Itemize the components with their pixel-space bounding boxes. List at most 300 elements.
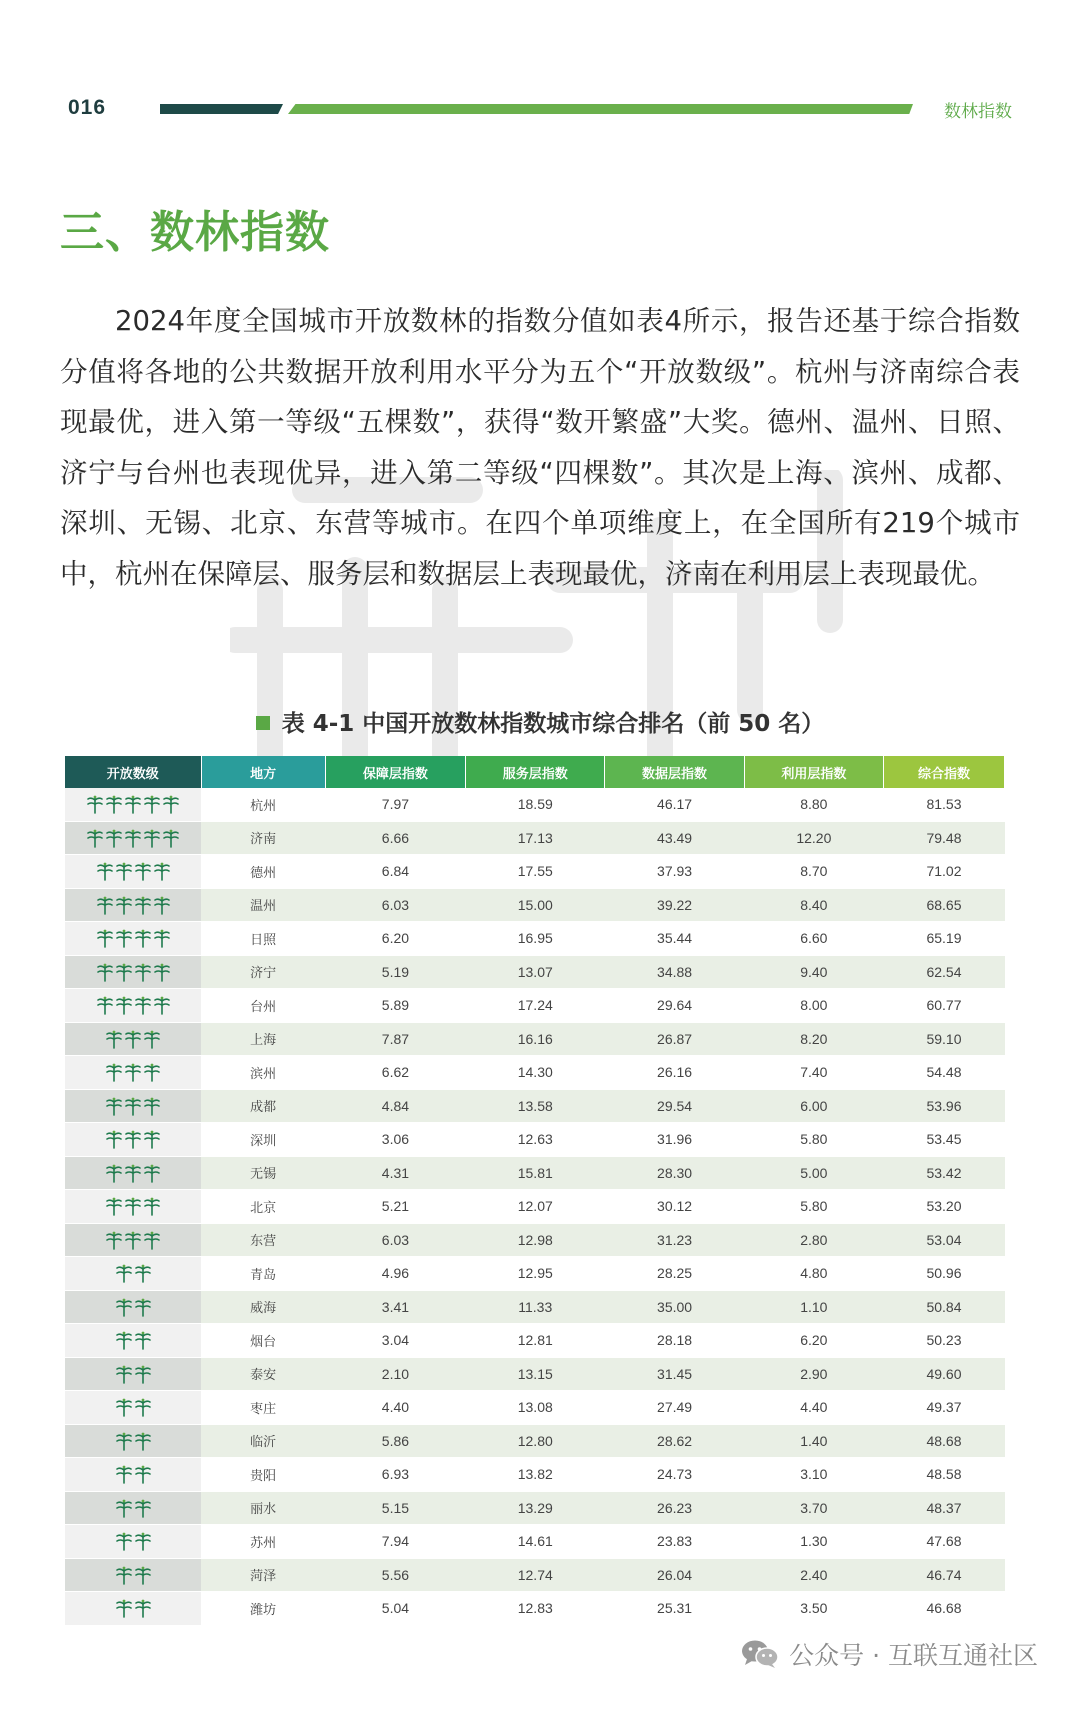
composite-index-cell: 49.60 [884,1357,1005,1391]
sapling-icon [105,1062,123,1082]
header-bar-green [288,104,913,114]
data-index-cell: 43.49 [605,821,744,855]
sapling-icon [134,928,152,948]
tree-rating [105,1129,161,1149]
city-cell: 上海 [201,1022,325,1056]
open-level-cell [65,955,201,989]
sapling-icon [96,895,114,915]
sapling-icon [105,828,123,848]
composite-index-cell: 50.84 [884,1290,1005,1324]
city-cell: 临沂 [201,1424,325,1458]
sapling-icon [105,1096,123,1116]
city-cell: 贵阳 [201,1458,325,1492]
sapling-icon [162,828,180,848]
service-index-cell: 12.74 [466,1558,605,1592]
table-row [65,888,1005,922]
usage-index-cell: 5.80 [744,1190,883,1224]
sapling-icon [115,995,133,1015]
service-index-cell: 17.24 [466,989,605,1023]
sapling-icon [153,928,171,948]
table-row [65,1089,1005,1123]
guarantee-index-cell: 7.87 [325,1022,465,1056]
guarantee-index-cell: 6.66 [325,821,465,855]
sapling-icon [143,1163,161,1183]
composite-index-cell: 48.58 [884,1458,1005,1492]
table-row [65,1592,1005,1626]
city-cell: 深圳 [201,1123,325,1157]
sapling-icon [143,1129,161,1149]
city-cell: 枣庄 [201,1391,325,1425]
usage-index-cell: 2.80 [744,1223,883,1257]
service-index-cell: 14.61 [466,1525,605,1559]
city-cell: 东营 [201,1223,325,1257]
tree-rating [115,1464,152,1484]
sapling-icon [134,1297,152,1317]
guarantee-index-cell: 5.89 [325,989,465,1023]
header-bar-dark [160,104,283,114]
tree-rating [115,1364,152,1384]
open-level-cell [65,1190,201,1224]
guarantee-index-cell: 5.04 [325,1592,465,1626]
city-cell: 泰安 [201,1357,325,1391]
table-row [65,1424,1005,1458]
sapling-icon [134,1498,152,1518]
composite-index-cell: 46.74 [884,1558,1005,1592]
sapling-icon [134,895,152,915]
city-cell: 日照 [201,922,325,956]
tree-rating [105,1230,161,1250]
sapling-icon [134,1464,152,1484]
city-cell: 菏泽 [201,1558,325,1592]
sapling-icon [143,1029,161,1049]
service-index-cell: 11.33 [466,1290,605,1324]
data-index-cell: 39.22 [605,888,744,922]
data-index-cell: 31.96 [605,1123,744,1157]
composite-index-cell: 71.02 [884,855,1005,889]
tree-rating [115,1565,152,1585]
sapling-icon [105,794,123,814]
table-row [65,1257,1005,1291]
usage-index-cell: 4.80 [744,1257,883,1291]
sapling-icon [134,1531,152,1551]
city-cell: 北京 [201,1190,325,1224]
usage-index-cell: 1.40 [744,1424,883,1458]
data-index-cell: 26.23 [605,1491,744,1525]
table-row [65,1357,1005,1391]
table-row [65,821,1005,855]
table-caption [0,705,1080,738]
tree-rating [105,1163,161,1183]
service-index-cell: 14.30 [466,1056,605,1090]
composite-index-cell: 46.68 [884,1592,1005,1626]
service-index-cell: 13.15 [466,1357,605,1391]
sapling-icon [134,1565,152,1585]
table-row [65,1022,1005,1056]
composite-index-cell: 53.96 [884,1089,1005,1123]
sapling-icon [105,1163,123,1183]
tree-rating [115,1431,152,1451]
sapling-icon [134,995,152,1015]
guarantee-index-cell: 5.15 [325,1491,465,1525]
table-row [65,1458,1005,1492]
sapling-icon [115,1598,133,1618]
data-index-cell: 31.23 [605,1223,744,1257]
service-index-cell: 15.81 [466,1156,605,1190]
sapling-icon [153,962,171,982]
city-cell: 烟台 [201,1324,325,1358]
sapling-icon [134,1330,152,1350]
data-index-cell: 28.25 [605,1257,744,1291]
sapling-icon [124,1029,142,1049]
data-index-cell: 26.04 [605,1558,744,1592]
guarantee-index-cell: 4.96 [325,1257,465,1291]
table-row [65,1558,1005,1592]
usage-index-cell: 3.50 [744,1592,883,1626]
service-index-cell: 13.82 [466,1458,605,1492]
open-level-cell [65,1525,201,1559]
tree-rating [105,1029,161,1049]
table-row [65,989,1005,1023]
usage-index-cell: 1.30 [744,1525,883,1559]
table-row [65,1190,1005,1224]
service-index-cell: 13.58 [466,1089,605,1123]
city-cell: 威海 [201,1290,325,1324]
header-data-index: 数据层指数 [605,756,744,788]
tree-rating [115,1397,152,1417]
sapling-icon [134,1397,152,1417]
city-cell: 温州 [201,888,325,922]
composite-index-cell: 68.65 [884,888,1005,922]
sapling-icon [143,1196,161,1216]
composite-index-cell: 65.19 [884,922,1005,956]
composite-index-cell: 62.54 [884,955,1005,989]
sapling-icon [153,995,171,1015]
usage-index-cell: 2.40 [744,1558,883,1592]
sapling-icon [143,1062,161,1082]
service-index-cell: 12.07 [466,1190,605,1224]
composite-index-cell: 48.68 [884,1424,1005,1458]
open-level-cell [65,1089,201,1123]
tree-rating [86,794,180,814]
usage-index-cell: 3.70 [744,1491,883,1525]
sapling-icon [115,895,133,915]
composite-index-cell: 53.42 [884,1156,1005,1190]
guarantee-index-cell: 6.03 [325,1223,465,1257]
data-index-cell: 28.62 [605,1424,744,1458]
composite-index-cell: 59.10 [884,1022,1005,1056]
open-level-cell [65,855,201,889]
city-cell: 无锡 [201,1156,325,1190]
sapling-icon [134,1364,152,1384]
table-row [65,1123,1005,1157]
composite-index-cell: 53.20 [884,1190,1005,1224]
open-level-cell [65,1056,201,1090]
sapling-icon [153,861,171,881]
sapling-icon [134,1431,152,1451]
sapling-icon [134,1263,152,1283]
service-index-cell: 12.83 [466,1592,605,1626]
tree-rating [115,1330,152,1350]
guarantee-index-cell: 2.10 [325,1357,465,1391]
data-index-cell: 27.49 [605,1391,744,1425]
sapling-icon [105,1196,123,1216]
guarantee-index-cell: 6.20 [325,922,465,956]
composite-index-cell: 60.77 [884,989,1005,1023]
usage-index-cell: 8.70 [744,855,883,889]
sapling-icon [115,1464,133,1484]
service-index-cell: 16.16 [466,1022,605,1056]
data-index-cell: 23.83 [605,1525,744,1559]
composite-index-cell: 54.48 [884,1056,1005,1090]
body-paragraph: 2024年度全国城市开放数林的指数分值如表4所示，报告还基于综合指数分值将各地的公共数据开放利用水平分为五个“开放数级”。杭州与济南综合表现最优，进入第一等级“五棵数”，获得“数开繁盛”大奖。德州、温州、日照、济宁与台州也表现优异，进入第二等级“四棵数”。其次是上海、滨州、成都、深圳、无锡、北京、东营等城市。在四个单项维度上，在全国所有219个城市中，杭州在保障层、服务层和数据层上表现最优，济南在利用层上表现最优。 [60,305,1020,590]
usage-index-cell: 2.90 [744,1357,883,1391]
sapling-icon [143,794,161,814]
composite-index-cell: 48.37 [884,1491,1005,1525]
data-index-cell: 26.16 [605,1056,744,1090]
data-index-cell: 34.88 [605,955,744,989]
service-index-cell: 17.13 [466,821,605,855]
city-cell: 杭州 [201,788,325,821]
table-row [65,1324,1005,1358]
sapling-icon [115,928,133,948]
tree-rating [96,861,171,881]
header-city: 地方 [201,756,325,788]
open-level-cell [65,821,201,855]
sapling-icon [86,828,104,848]
guarantee-index-cell: 5.21 [325,1190,465,1224]
city-cell: 滨州 [201,1056,325,1090]
usage-index-cell: 8.20 [744,1022,883,1056]
city-cell: 济南 [201,821,325,855]
sapling-icon [124,1230,142,1250]
guarantee-index-cell: 5.86 [325,1424,465,1458]
tree-rating [86,828,180,848]
data-index-cell: 35.00 [605,1290,744,1324]
data-index-cell: 26.87 [605,1022,744,1056]
data-index-cell: 31.45 [605,1357,744,1391]
sapling-icon [153,895,171,915]
usage-index-cell: 6.20 [744,1324,883,1358]
table-row [65,1391,1005,1425]
table-caption-text: 表 4-1 中国开放数林指数城市综合排名（前 50 名） [281,711,825,737]
guarantee-index-cell: 6.03 [325,888,465,922]
data-index-cell: 37.93 [605,855,744,889]
city-cell: 台州 [201,989,325,1023]
sapling-icon [134,1598,152,1618]
sapling-icon [124,828,142,848]
tree-rating [115,1531,152,1551]
table-row [65,922,1005,956]
composite-index-cell: 49.37 [884,1391,1005,1425]
table-row [65,955,1005,989]
tree-rating [96,928,171,948]
wechat-icon [741,1639,779,1669]
tree-rating [105,1096,161,1116]
header-open-level: 开放数级 [65,756,201,788]
guarantee-index-cell: 7.94 [325,1525,465,1559]
city-cell: 潍坊 [201,1592,325,1626]
usage-index-cell: 4.40 [744,1391,883,1425]
sapling-icon [96,928,114,948]
table-header-row [65,756,1005,788]
sapling-icon [105,1230,123,1250]
usage-index-cell: 8.40 [744,888,883,922]
sapling-icon [124,1129,142,1149]
service-index-cell: 13.07 [466,955,605,989]
data-index-cell: 35.44 [605,922,744,956]
sapling-icon [124,1062,142,1082]
data-index-cell: 46.17 [605,788,744,821]
tree-rating [105,1062,161,1082]
running-header-title: 数林指数 [944,102,1012,122]
guarantee-index-cell: 6.62 [325,1056,465,1090]
footer-watermark-text: 公众号 · 互联互通社区 [789,1641,1038,1670]
open-level-cell [65,989,201,1023]
sapling-icon [124,1163,142,1183]
tree-rating [115,1598,152,1618]
header-guarantee-index: 保障层指数 [325,756,465,788]
sapling-icon [115,1263,133,1283]
open-level-cell [65,1290,201,1324]
ranking-table [65,756,1005,1626]
guarantee-index-cell: 3.41 [325,1290,465,1324]
data-index-cell: 24.73 [605,1458,744,1492]
city-cell: 济宁 [201,955,325,989]
footer-watermark [741,1636,1038,1672]
tree-rating [105,1196,161,1216]
open-level-cell [65,888,201,922]
usage-index-cell: 8.80 [744,788,883,821]
open-level-cell [65,1324,201,1358]
guarantee-index-cell: 5.19 [325,955,465,989]
sapling-icon [143,1096,161,1116]
composite-index-cell: 81.53 [884,788,1005,821]
usage-index-cell: 1.10 [744,1290,883,1324]
tree-rating [115,1498,152,1518]
table-row [65,1525,1005,1559]
open-level-cell [65,1022,201,1056]
sapling-icon [105,1129,123,1149]
usage-index-cell: 9.40 [744,955,883,989]
city-cell: 丽水 [201,1491,325,1525]
tree-rating [96,995,171,1015]
page-number: 016 [68,96,107,119]
service-index-cell: 18.59 [466,788,605,821]
usage-index-cell: 12.20 [744,821,883,855]
service-index-cell: 12.95 [466,1257,605,1291]
guarantee-index-cell: 6.93 [325,1458,465,1492]
usage-index-cell: 7.40 [744,1056,883,1090]
service-index-cell: 12.98 [466,1223,605,1257]
service-index-cell: 16.95 [466,922,605,956]
sapling-icon [124,1196,142,1216]
tree-rating [96,895,171,915]
sapling-icon [143,828,161,848]
city-cell: 德州 [201,855,325,889]
composite-index-cell: 47.68 [884,1525,1005,1559]
caption-square-icon [256,716,270,730]
sapling-icon [162,794,180,814]
guarantee-index-cell: 4.84 [325,1089,465,1123]
table-row [65,1156,1005,1190]
data-index-cell: 29.54 [605,1089,744,1123]
service-index-cell: 12.63 [466,1123,605,1157]
sapling-icon [96,995,114,1015]
usage-index-cell: 5.00 [744,1156,883,1190]
sapling-icon [143,1230,161,1250]
open-level-cell [65,1592,201,1626]
open-level-cell [65,1558,201,1592]
service-index-cell: 13.08 [466,1391,605,1425]
usage-index-cell: 3.10 [744,1458,883,1492]
sapling-icon [115,1297,133,1317]
section-title: 三、数林指数 [60,207,330,258]
table-row [65,1491,1005,1525]
service-index-cell: 15.00 [466,888,605,922]
composite-index-cell: 50.23 [884,1324,1005,1358]
open-level-cell [65,922,201,956]
usage-index-cell: 6.00 [744,1089,883,1123]
data-index-cell: 28.30 [605,1156,744,1190]
sapling-icon [124,1096,142,1116]
usage-index-cell: 6.60 [744,922,883,956]
guarantee-index-cell: 4.40 [325,1391,465,1425]
tree-rating [96,962,171,982]
data-index-cell: 28.18 [605,1324,744,1358]
composite-index-cell: 53.45 [884,1123,1005,1157]
table-row [65,1290,1005,1324]
composite-index-cell: 79.48 [884,821,1005,855]
open-level-cell [65,1257,201,1291]
guarantee-index-cell: 5.56 [325,1558,465,1592]
city-cell: 苏州 [201,1525,325,1559]
header-composite-index: 综合指数 [884,756,1005,788]
guarantee-index-cell: 6.84 [325,855,465,889]
sapling-icon [86,794,104,814]
sapling-icon [115,1330,133,1350]
open-level-cell [65,1357,201,1391]
service-index-cell: 17.55 [466,855,605,889]
table-body [65,788,1005,1625]
sapling-icon [96,861,114,881]
sapling-icon [115,861,133,881]
open-level-cell [65,1491,201,1525]
city-cell: 成都 [201,1089,325,1123]
sapling-icon [105,1029,123,1049]
sapling-icon [115,1498,133,1518]
open-level-cell [65,1391,201,1425]
usage-index-cell: 8.00 [744,989,883,1023]
guarantee-index-cell: 7.97 [325,788,465,821]
table-row [65,855,1005,889]
service-index-cell: 12.80 [466,1424,605,1458]
sapling-icon [115,1364,133,1384]
usage-index-cell: 5.80 [744,1123,883,1157]
sapling-icon [134,861,152,881]
data-index-cell: 30.12 [605,1190,744,1224]
sapling-icon [124,794,142,814]
composite-index-cell: 53.04 [884,1223,1005,1257]
tree-rating [115,1263,152,1283]
sapling-icon [115,962,133,982]
table-row [65,1056,1005,1090]
header-usage-index: 利用层指数 [744,756,883,788]
sapling-icon [115,1431,133,1451]
open-level-cell [65,788,201,821]
table-row [65,1223,1005,1257]
guarantee-index-cell: 3.04 [325,1324,465,1358]
data-index-cell: 29.64 [605,989,744,1023]
